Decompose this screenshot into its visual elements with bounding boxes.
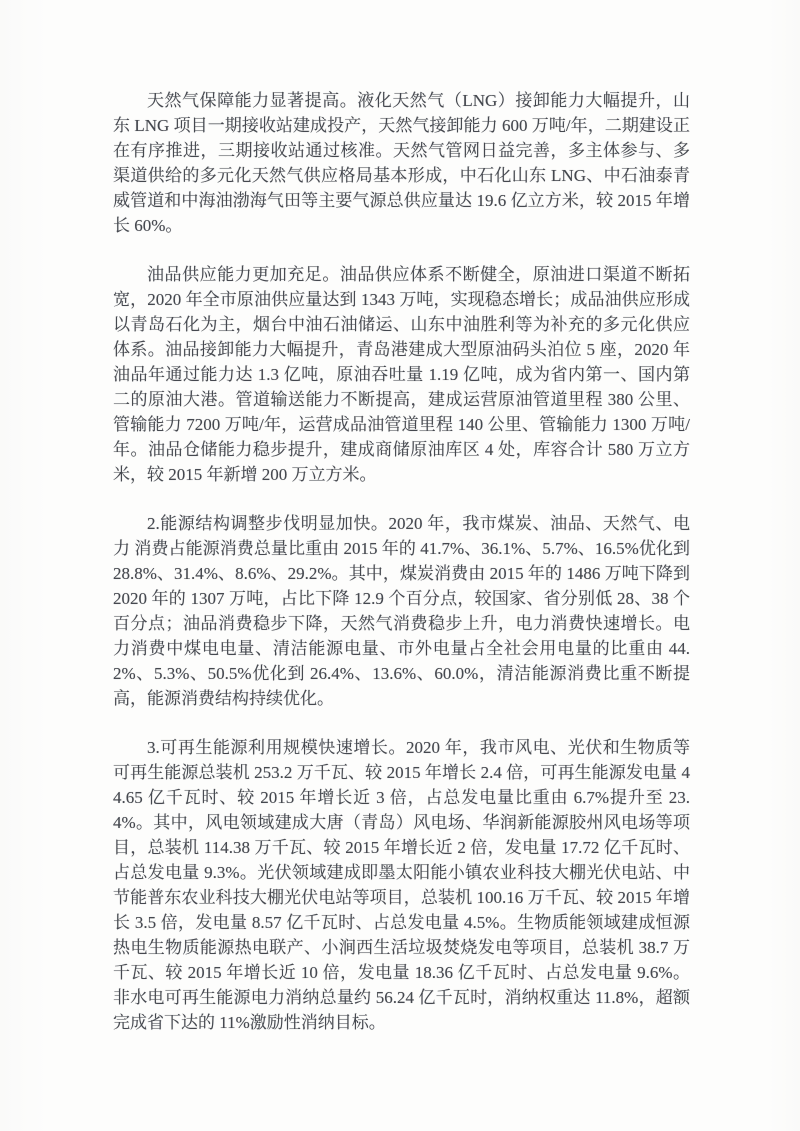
paragraph-energy-structure: 2.能源结构调整步伐明显加快。2020 年，我市煤炭、油品、天然气、电力 消费占能源消费总量比重由 2015 年的 41.7%、36.1%、5.7%、16.5%优化到 28.8%、31.4%、8.6%、29.2%。其中，煤炭消费由 2015 年的 1486 万吨下降到 2020 年的 1307 万吨，占比下降 12.9 个百分点，较国家、省分别低 28、38 个百分点；油品消费稳步下降，天然气消费稳步上升，电力消费快速增长。电力消费中煤电电量、清洁能源电量、市外电量占全社会用电量的比重由 44.2%、5.3%、50.5%优化到 26.4%、13.6%、60.0%，清洁能源消费比重不断提高，能源消费结构持续优化。 — [113, 514, 690, 708]
paragraph-renewable-energy: 3.可再生能源利用规模快速增长。2020 年，我市风电、光伏和生物质等可再生能源总装机 253.2 万千瓦、较 2015 年增长 2.4 倍，可再生能源发电量 44.65 亿千瓦时、较 2015 年增长近 3 倍，占总发电量比重由 6.7%提升至 23.4%。其中，风电领域建成大唐（青岛）风电场、华润新能源胶州风电场等项目，总装机 114.38 万千瓦、较 2015 年增长近 2 倍，发电量 17.72 亿千瓦时、占总发电量 9.3%。光伏领域建成即墨太阳能小镇农业科技大棚光伏电站、中节能普东农业科技大棚光伏电站等项目，总装机 100.16 万千瓦、较 2015 年增长 3.5 倍，发电量 8.57 亿千瓦时、占总发电量 4.5%。生物质能领域建成恒源热电生物质能源热电联产、小涧西生活垃圾焚烧发电等项目，总装机 38.7 万千瓦、较 2015 年增长近 10 倍，发电量 18.36 亿千瓦时、占总发电量 9.6%。非水电可再生能源电力消纳总量约 56.24 亿千瓦时，消纳权重达 11.8%，超额完成省下达的 11%激励性消纳目标。 — [113, 738, 690, 1032]
document-body — [113, 88, 690, 1035]
paragraph-oil-supply: 油品供应能力更加充足。油品供应体系不断健全，原油进口渠道不断拓宽，2020 年全市原油供应量达到 1343 万吨，实现稳态增长；成品油供应形成以青岛石化为主，烟台中油石油储运、山东中油胜利等为补充的多元化供应体系。油品接卸能力大幅提升，青岛港建成大型原油码头泊位 5 座，2020 年油品年通过能力达 1.3 亿吨，原油吞吐量 1.19 亿吨，成为省内第一、国内第二的原油大港。管道输送能力不断提高，建成运营原油管道里程 380 公里、管输能力 7200 万吨/年，运营成品油管道里程 140 公里、管输能力 1300 万吨/年。油品仓储能力稳步提升，建成商储原油库区 4 处，库容合计 580 万立方米，较 2015 年新增 200 万立方米。 — [113, 265, 690, 484]
paragraph-natural-gas-supply: 天然气保障能力显著提高。液化天然气（LNG）接卸能力大幅提升，山东 LNG 项目一期接收站建成投产，天然气接卸能力 600 万吨/年，二期建设正在有序推进，三期接收站通过核准。天然气管网日益完善，多主体参与、多渠道供给的多元化天然气供应格局基本形成，中石化山东 LNG、中石油泰青威管道和中海油渤海气田等主要气源总供应量达 19.6 亿立方米，较 2015 年增长 60%。 — [113, 91, 690, 235]
